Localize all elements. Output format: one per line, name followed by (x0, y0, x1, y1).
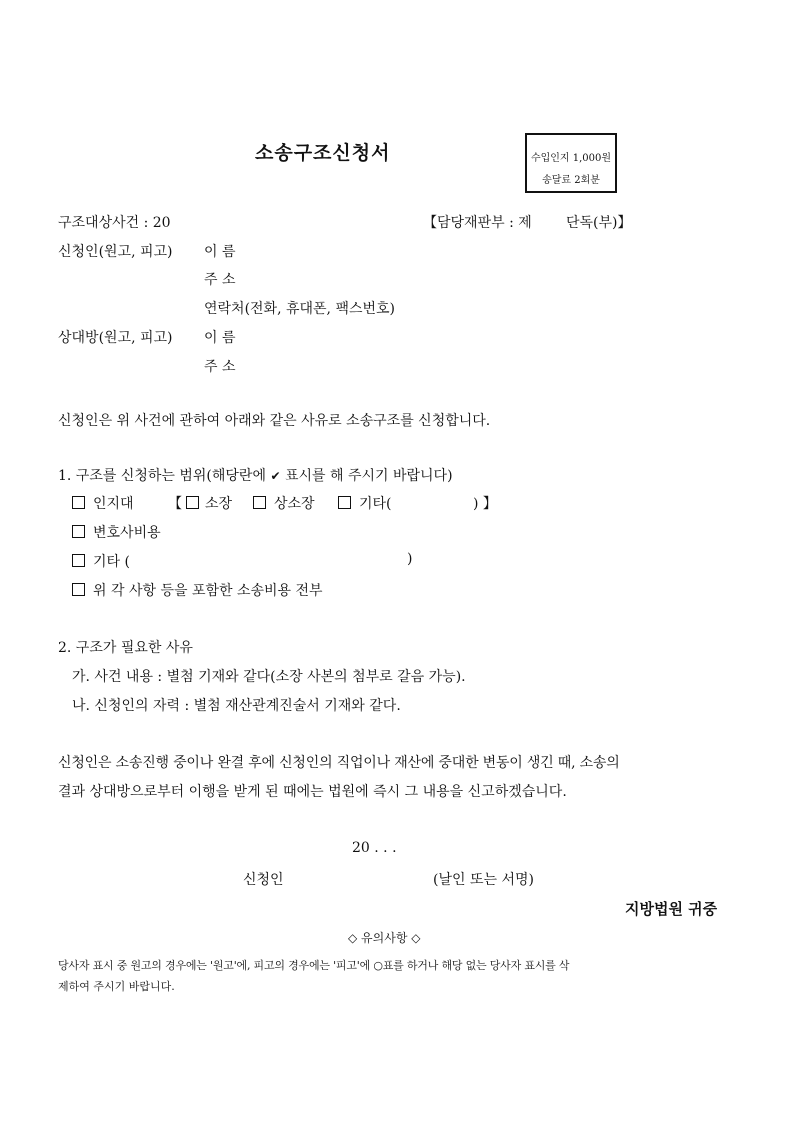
court-label-end: 단독(부)】 (566, 215, 632, 231)
appeal-option (253, 493, 315, 513)
applicant-contact-label: 연락처(전화, 휴대폰, 팩스번호) (204, 301, 396, 317)
notice-title: ◇ 유의사항 ◇ (348, 931, 421, 945)
court-addressee: 지방법원 귀중 (625, 900, 718, 918)
notice-line-2: 제하여 주시기 바랍니다. (58, 980, 175, 993)
appeal-checkbox[interactable] (253, 496, 266, 509)
stamp-fee-sub-options (168, 493, 232, 513)
declaration-line-2: 결과 상대방으로부터 이행을 받게 된 때에는 법원에 즉시 그 내용을 신고하겠습니다. (58, 784, 567, 800)
other-checkbox[interactable] (72, 554, 85, 567)
bracket-open: 【 (168, 496, 182, 512)
other-sub-checkbox[interactable] (338, 496, 351, 509)
option-other-row (72, 551, 130, 571)
section1-heading-post: 표시를 해 주시기 바랍니다) (284, 468, 453, 484)
notice-line-1: 당사자 표시 중 원고의 경우에는 '원고'에, 피고의 경우에는 '피고'에 ○표를 하거나 해당 없는 당사자 표시를 삭 (58, 959, 570, 972)
opponent-label: 상대방(원고, 피고) (58, 330, 173, 346)
stamp-line-1: 수입인지 1,000원 (530, 153, 612, 164)
applicant-label: 신청인(원고, 피고) (58, 244, 173, 260)
intro-text: 신청인은 위 사건에 관하여 아래와 같은 사유로 소송구조를 신청합니다. (58, 413, 491, 429)
court-label: 【담당재판부 : 제 (423, 215, 532, 231)
lawyer-fee-label: 변호사비용 (93, 525, 161, 541)
seal-label: (날인 또는 서명) (433, 872, 534, 888)
option-stamp-fee-row (72, 493, 134, 513)
opponent-address-label: 주 소 (204, 359, 236, 375)
document-title: 소송구조신청서 (255, 142, 391, 164)
declaration-line-1: 신청인은 소송진행 중이나 완결 후에 신청인의 직업이나 재산에 중대한 변동이 생긴 때, 소송의 (58, 755, 620, 771)
stamp-box (525, 133, 617, 193)
case-label: 구조대상사건 : 20 (58, 215, 171, 231)
date-field: 20 . . . (352, 840, 397, 856)
stamp-fee-checkbox[interactable] (72, 496, 85, 509)
opponent-name-label: 이 름 (204, 330, 236, 346)
section2-item-a: 가. 사건 내용 : 별첨 기재와 같다(소장 사본의 첨부로 갈음 가능). (72, 669, 466, 685)
check-mark-icon: ✔ (270, 469, 281, 483)
applicant-name-label: 이 름 (204, 244, 236, 260)
other-sub-label: 기타( (359, 496, 392, 512)
option-all-row (72, 580, 323, 600)
bracket-close: ) 】 (473, 496, 497, 512)
stamp-fee-label: 인지대 (93, 496, 134, 512)
section1-heading-pre: 1. 구조를 신청하는 범위(해당란에 (58, 468, 266, 484)
all-costs-checkbox[interactable] (72, 583, 85, 596)
appeal-label: 상소장 (274, 496, 315, 512)
stamp-line-2: 송달료 2회분 (542, 175, 600, 186)
all-costs-label: 위 각 사항 등을 포함한 소송비용 전부 (93, 583, 323, 599)
other-close-paren: ) (407, 551, 413, 567)
section2-item-b: 나. 신청인의 자력 : 별첨 재산관계진술서 기재와 같다. (72, 698, 401, 714)
other-sub-option (338, 493, 392, 513)
applicant-address-label: 주 소 (204, 272, 236, 288)
section2-heading: 2. 구조가 필요한 사유 (58, 640, 193, 656)
complaint-checkbox[interactable] (186, 496, 199, 509)
other-label: 기타 ( (93, 554, 130, 570)
complaint-label: 소장 (205, 496, 233, 512)
signer-label: 신청인 (243, 872, 284, 888)
option-lawyer-row (72, 522, 161, 542)
section1-heading (58, 465, 453, 485)
lawyer-fee-checkbox[interactable] (72, 525, 85, 538)
